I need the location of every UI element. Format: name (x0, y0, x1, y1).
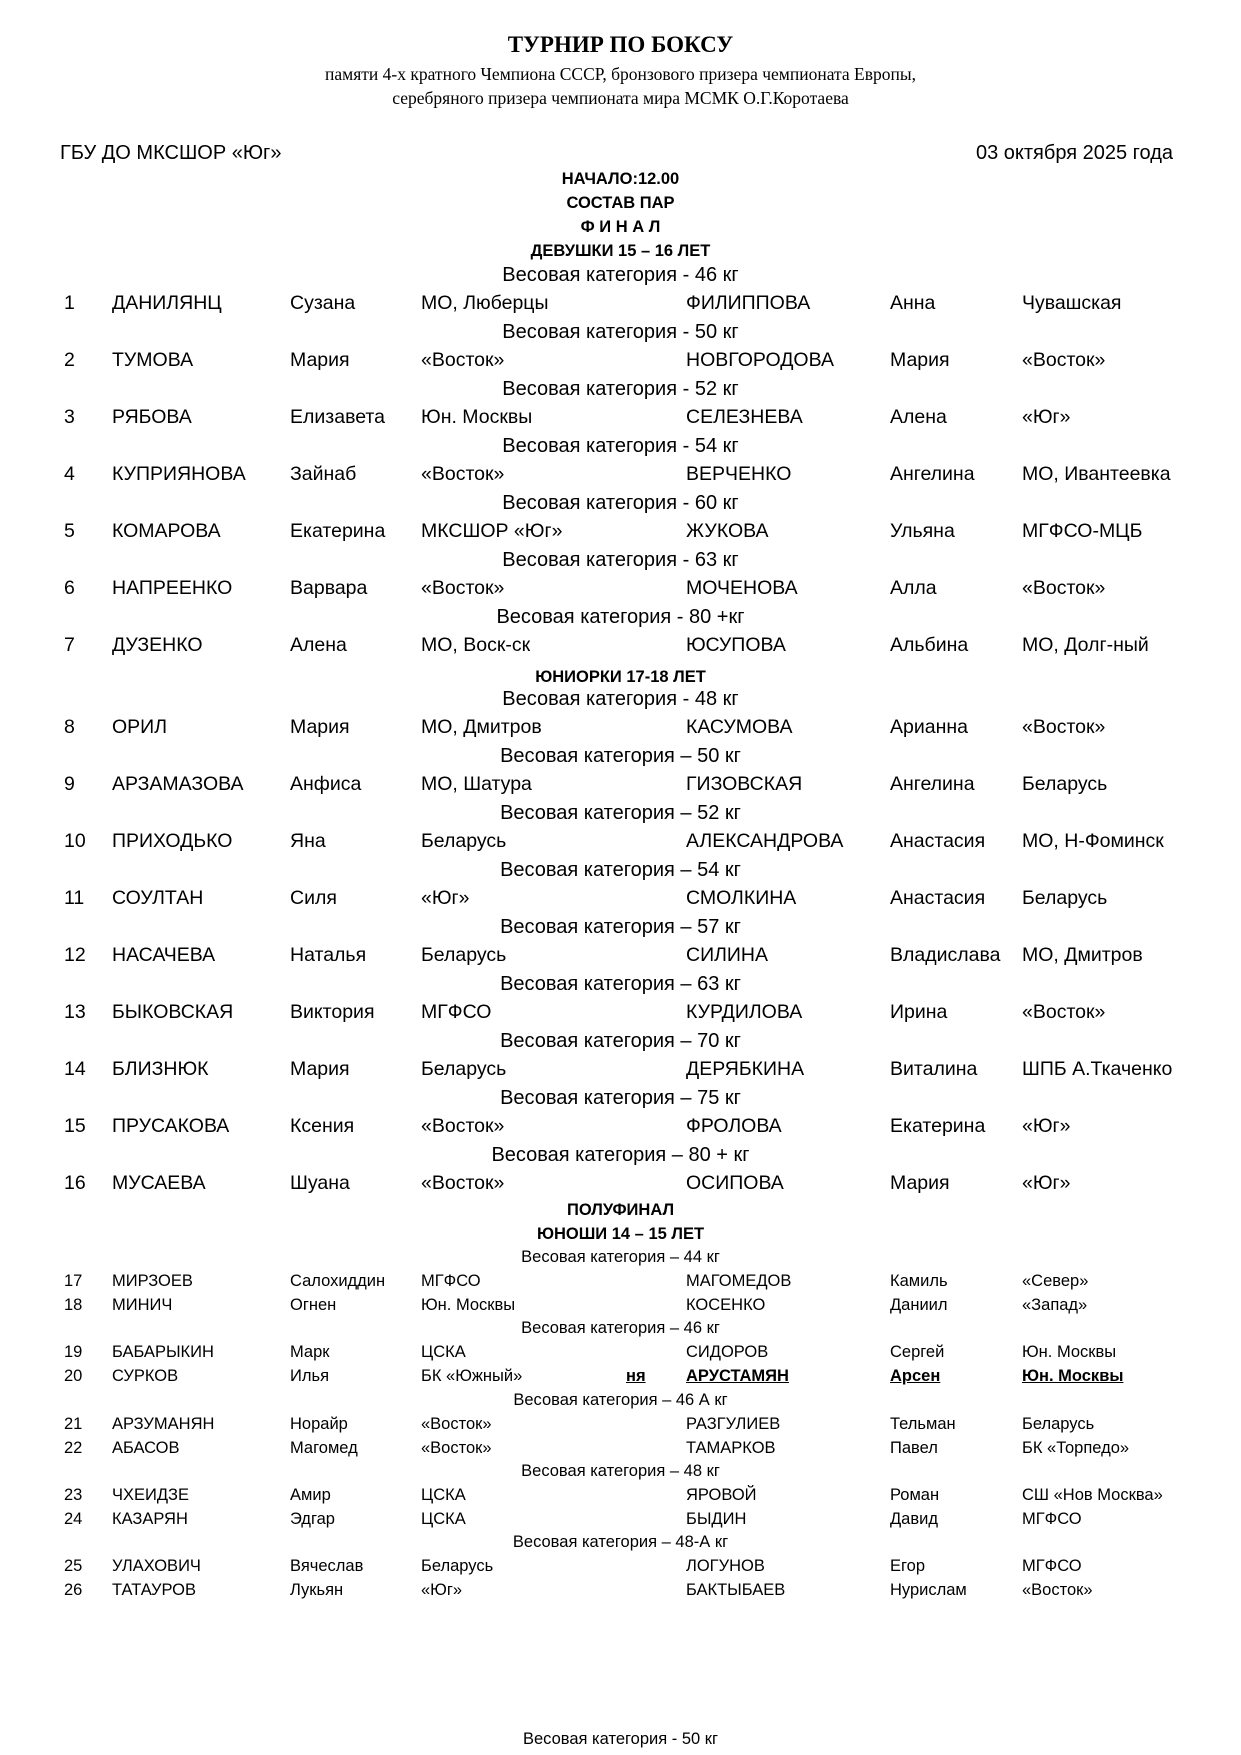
fighter1-first-name: Норайр (290, 1415, 348, 1433)
bout-row (0, 1172, 1241, 1198)
fighter1-first-name: Екатерина (290, 520, 386, 542)
fighter2-last-name: БАКТЫБАЕВ (686, 1581, 786, 1599)
fighter1-first-name: Вячеслав (290, 1557, 364, 1575)
fighter1-club: МО, Воск-ск (421, 634, 531, 656)
bout-number: 12 (64, 944, 86, 966)
weight-category: Весовая категория - 52 кг (502, 378, 739, 400)
fighter2-last-name: МОЧЕНОВА (686, 577, 798, 599)
bout-row (0, 1415, 1241, 1441)
fighter2-club: ШПБ А.Ткаченко (1022, 1058, 1173, 1080)
fighter1-club: «Юг» (421, 887, 470, 909)
fighter2-last-name: СИЛИНА (686, 944, 768, 966)
fighter1-last-name: КОМАРОВА (112, 520, 221, 542)
fighter1-first-name: Илья (290, 1367, 330, 1385)
fighter1-club: МО, Шатура (421, 773, 532, 795)
weight-category: Весовая категория – 48-А кг (512, 1533, 729, 1551)
fighter1-first-name: Виктория (290, 1001, 375, 1023)
weight-category: Весовая категория - 80 +кг (496, 606, 745, 628)
weight-category: Весовая категория – 50 кг (500, 745, 741, 767)
bout-number: 9 (64, 773, 75, 795)
subtitle-line-1: памяти 4-х кратного Чемпиона СССР, бронзового призера чемпионата Европы, (325, 64, 916, 84)
bout-row (0, 1058, 1241, 1084)
fighter2-last-name: КУРДИЛОВА (686, 1001, 803, 1023)
bout-row (0, 1557, 1241, 1583)
bout-number: 25 (64, 1557, 83, 1575)
weight-category: Весовая категория – 54 кг (500, 859, 741, 881)
bout-row (0, 1115, 1241, 1141)
fighter2-last-name: НОВГОРОДОВА (686, 349, 834, 371)
bout-row (0, 1272, 1241, 1298)
fighter2-last-name: МАГОМЕДОВ (686, 1272, 792, 1290)
fighter1-club: «Восток» (421, 1415, 492, 1433)
bout-row (0, 830, 1241, 856)
fighter2-last-name: ОСИПОВА (686, 1172, 784, 1194)
fighter1-first-name: Наталья (290, 944, 367, 966)
fighter2-first-name: Нурислам (890, 1581, 967, 1599)
fighter1-last-name: ДАНИЛЯНЦ (112, 292, 222, 314)
fighter2-last-name: ГИЗОВСКАЯ (686, 773, 803, 795)
fighter1-last-name: ПРИХОДЬКО (112, 830, 233, 852)
bout-row (0, 1001, 1241, 1027)
fighter1-club: «Восток» (421, 463, 505, 485)
bout-number: 5 (64, 520, 75, 542)
organizer: ГБУ ДО МКСШОР «Юг» (60, 142, 282, 164)
fighter2-last-name: БЫДИН (686, 1510, 747, 1528)
fighter2-last-name: ФИЛИППОВА (686, 292, 811, 314)
bout-row (0, 634, 1241, 660)
fighter1-first-name: Алена (290, 634, 347, 656)
fighter2-club: Чувашская (1022, 292, 1122, 314)
fighter2-club: «Юг» (1022, 1115, 1071, 1137)
fighter2-club: МГФСО-МЦБ (1022, 520, 1143, 542)
bout-number: 16 (64, 1172, 86, 1194)
fighter2-last-name: АРУСТАМЯН (686, 1367, 789, 1385)
bout-number: 15 (64, 1115, 86, 1137)
fighter2-last-name: ЮСУПОВА (686, 634, 786, 656)
fighter1-last-name: КАЗАРЯН (112, 1510, 188, 1528)
fighter2-club: МО, Ивантеевка (1022, 463, 1171, 485)
bout-number: 24 (64, 1510, 83, 1528)
fighter2-first-name: Арианна (890, 716, 968, 738)
bout-number: 20 (64, 1367, 83, 1385)
bout-row (0, 577, 1241, 603)
bout-row (0, 1581, 1241, 1607)
composition-heading: СОСТАВ ПАР (566, 194, 675, 212)
bout-number: 10 (64, 830, 86, 852)
bout-row (0, 1486, 1241, 1512)
fighter1-first-name: Мария (290, 716, 350, 738)
fighter1-club: «Восток» (421, 1439, 492, 1457)
bout-number: 14 (64, 1058, 86, 1080)
fighter1-first-name: Силя (290, 887, 337, 909)
fighter1-last-name: НАСАЧЕВА (112, 944, 216, 966)
semifinal-heading: ПОЛУФИНАЛ (566, 1201, 675, 1219)
fighter2-first-name: Тельман (890, 1415, 956, 1433)
fighter2-club: «Восток» (1022, 716, 1106, 738)
bout-number: 22 (64, 1439, 83, 1457)
fighter1-first-name: Сузана (290, 292, 356, 314)
fighter1-club: Беларусь (421, 830, 507, 852)
fighter2-first-name: Арсен (890, 1367, 941, 1385)
fighter1-club: МГФСО (421, 1001, 492, 1023)
fighter1-club: «Восток» (421, 349, 505, 371)
boys-heading: ЮНОШИ 14 – 15 ЛЕТ (536, 1225, 705, 1243)
fighter1-first-name: Лукьян (290, 1581, 344, 1599)
weight-category: Весовая категория – 46 А кг (513, 1391, 728, 1409)
bout-number: 3 (64, 406, 75, 428)
fighter1-last-name: НАПРЕЕНКО (112, 577, 233, 599)
fighter2-first-name: Анастасия (890, 887, 986, 909)
fighter2-first-name: Мария (890, 349, 950, 371)
fighter2-first-name: Владислава (890, 944, 1001, 966)
fighter2-club: Юн. Москвы (1022, 1367, 1124, 1385)
bout-number: 11 (64, 887, 85, 909)
fighter1-club: Юн. Москвы (421, 406, 533, 428)
bout-number: 1 (64, 292, 75, 314)
weight-category: Весовая категория – 57 кг (500, 916, 741, 938)
fighter2-club: «Восток» (1022, 577, 1106, 599)
fighter2-first-name: Екатерина (890, 1115, 986, 1137)
fighter1-club: ЦСКА (421, 1510, 466, 1528)
bout-number: 17 (64, 1272, 83, 1290)
bout-number: 21 (64, 1415, 83, 1433)
fighter2-last-name: СИДОРОВ (686, 1343, 769, 1361)
bout-number: 8 (64, 716, 75, 738)
weight-category: Весовая категория – 80 + кг (491, 1144, 750, 1166)
fighter1-first-name: Амир (290, 1486, 331, 1504)
bout-note: ня (626, 1367, 646, 1385)
juniors-heading: ЮНИОРКИ 17-18 ЛЕТ (535, 668, 706, 686)
fighter2-first-name: Мария (890, 1172, 950, 1194)
fighter2-club: МГФСО (1022, 1557, 1082, 1575)
fighter2-first-name: Егор (890, 1557, 926, 1575)
fighter1-last-name: МИНИЧ (112, 1296, 173, 1314)
fighter2-last-name: ФРОЛОВА (686, 1115, 782, 1137)
fighter1-first-name: Варвара (290, 577, 368, 599)
next-weight-category: Весовая категория - 50 кг (522, 1730, 718, 1748)
weight-category: Весовая категория – 48 кг (521, 1462, 720, 1480)
fighter1-club: ЦСКА (421, 1343, 466, 1361)
start-time: НАЧАЛО:12.00 (561, 170, 680, 188)
fighter1-club: Беларусь (421, 944, 507, 966)
fighter2-first-name: Ирина (890, 1001, 948, 1023)
bout-row (0, 349, 1241, 375)
fighter2-last-name: СМОЛКИНА (686, 887, 797, 909)
fighter1-last-name: БЫКОВСКАЯ (112, 1001, 234, 1023)
fighter2-first-name: Анна (890, 292, 936, 314)
fighter1-last-name: ДУЗЕНКО (112, 634, 203, 656)
fighter2-club: «Юг» (1022, 406, 1071, 428)
fighter1-club: МГФСО (421, 1272, 481, 1290)
fighter1-club: «Восток» (421, 1115, 505, 1137)
fighter1-first-name: Ксения (290, 1115, 355, 1137)
bout-number: 19 (64, 1343, 83, 1361)
weight-category: Весовая категория – 75 кг (500, 1087, 741, 1109)
fighter2-club: «Восток» (1022, 1581, 1093, 1599)
fighter2-first-name: Давид (890, 1510, 938, 1528)
bout-row (0, 406, 1241, 432)
fighter1-last-name: ПРУСАКОВА (112, 1115, 230, 1137)
fighter2-club: МО, Н-Фоминск (1022, 830, 1164, 852)
fighter1-first-name: Мария (290, 1058, 350, 1080)
girls-heading: ДЕВУШКИ 15 – 16 ЛЕТ (530, 242, 711, 260)
fighter1-last-name: РЯБОВА (112, 406, 192, 428)
fighter1-last-name: МИРЗОЕВ (112, 1272, 193, 1290)
fighter2-last-name: КОСЕНКО (686, 1296, 766, 1314)
bout-row (0, 520, 1241, 546)
fighter2-first-name: Альбина (890, 634, 969, 656)
fighter1-last-name: СУРКОВ (112, 1367, 179, 1385)
bout-row (0, 773, 1241, 799)
fighter2-first-name: Ангелина (890, 463, 975, 485)
fighter1-club: МКСШОР «Юг» (421, 520, 563, 542)
fighter2-club: Юн. Москвы (1022, 1343, 1117, 1361)
fighter2-club: Беларусь (1022, 773, 1108, 795)
final-heading: Ф И Н А Л (580, 218, 661, 236)
fighter1-last-name: КУПРИЯНОВА (112, 463, 246, 485)
fighter2-club: МО, Дмитров (1022, 944, 1143, 966)
fighter2-first-name: Камиль (890, 1272, 948, 1290)
fighter2-last-name: АЛЕКСАНДРОВА (686, 830, 844, 852)
fighter2-club: СШ «Нов Москва» (1022, 1486, 1163, 1504)
fighter1-first-name: Мария (290, 349, 350, 371)
weight-category: Весовая категория - 50 кг (502, 321, 739, 343)
document-title: ТУРНИР ПО БОКСУ (507, 32, 734, 57)
fighter1-last-name: ТУМОВА (112, 349, 194, 371)
fighter1-club: БК «Южный» (421, 1367, 523, 1385)
fighter1-club: «Юг» (421, 1581, 463, 1599)
fighter1-last-name: УЛАХОВИЧ (112, 1557, 201, 1575)
fighter1-club: «Восток» (421, 577, 505, 599)
fighter1-last-name: ОРИЛ (112, 716, 167, 738)
fighter1-first-name: Шуана (290, 1172, 350, 1194)
bout-row (0, 716, 1241, 742)
fighter2-club: Беларусь (1022, 887, 1108, 909)
fighter2-first-name: Алла (890, 577, 937, 599)
bout-number: 23 (64, 1486, 83, 1504)
fighter1-first-name: Яна (290, 830, 326, 852)
bout-row (0, 463, 1241, 489)
weight-category: Весовая категория – 70 кг (500, 1030, 741, 1052)
fighter2-last-name: ТАМАРКОВ (686, 1439, 776, 1457)
bout-number: 7 (64, 634, 75, 656)
fighter1-club: Беларусь (421, 1557, 494, 1575)
fighter1-first-name: Эдгар (290, 1510, 335, 1528)
fighter2-club: «Восток» (1022, 1001, 1106, 1023)
fighter1-last-name: АБАСОВ (112, 1439, 180, 1457)
fighter2-club: БК «Торпедо» (1022, 1439, 1130, 1457)
fighter2-club: МО, Долг-ный (1022, 634, 1149, 656)
fighter2-last-name: РАЗГУЛИЕВ (686, 1415, 781, 1433)
fighter1-first-name: Салохиддин (290, 1272, 386, 1290)
weight-category: Весовая категория – 63 кг (500, 973, 741, 995)
fighter2-club: «Юг» (1022, 1172, 1071, 1194)
fighter1-last-name: АРЗУМАНЯН (112, 1415, 215, 1433)
fighter2-last-name: ЖУКОВА (686, 520, 769, 542)
fighter2-first-name: Ульяна (890, 520, 955, 542)
bout-number: 6 (64, 577, 75, 599)
bout-row (0, 292, 1241, 318)
fighter1-club: ЦСКА (421, 1486, 466, 1504)
weight-category: Весовая категория - 63 кг (502, 549, 739, 571)
fighter2-first-name: Даниил (890, 1296, 948, 1314)
weight-category: Весовая категория - 60 кг (502, 492, 739, 514)
fighter2-last-name: ЯРОВОЙ (686, 1486, 757, 1504)
fighter1-last-name: АРЗАМАЗОВА (112, 773, 244, 795)
bout-row (0, 887, 1241, 913)
weight-category: Весовая категория – 44 кг (521, 1248, 720, 1266)
fighter1-last-name: ТАТАУРОВ (112, 1581, 197, 1599)
fighter1-club: МО, Дмитров (421, 716, 542, 738)
fighter2-first-name: Павел (890, 1439, 938, 1457)
fighter2-club: МГФСО (1022, 1510, 1082, 1528)
fighter2-club: Беларусь (1022, 1415, 1095, 1433)
fighter1-first-name: Анфиса (290, 773, 362, 795)
fighter2-last-name: ВЕРЧЕНКО (686, 463, 792, 485)
bout-number: 18 (64, 1296, 83, 1314)
bout-number: 26 (64, 1581, 83, 1599)
fighter1-last-name: ЧХЕИДЗЕ (112, 1486, 190, 1504)
weight-category: Весовая категория - 54 кг (502, 435, 739, 457)
fighter1-club: «Восток» (421, 1172, 505, 1194)
event-date: 03 октября 2025 года (975, 142, 1173, 164)
fighter1-last-name: МУСАЕВА (112, 1172, 206, 1194)
fighter2-last-name: ЛОГУНОВ (686, 1557, 765, 1575)
fighter2-first-name: Виталина (890, 1058, 978, 1080)
weight-category: Весовая категория - 46 кг (502, 264, 739, 286)
fighter1-last-name: БАБАРЫКИН (112, 1343, 214, 1361)
fighter2-first-name: Роман (890, 1486, 940, 1504)
fighter2-last-name: ДЕРЯБКИНА (686, 1058, 805, 1080)
fighter1-club: Беларусь (421, 1058, 507, 1080)
bout-number: 4 (64, 463, 75, 485)
fighter2-club: «Север» (1022, 1272, 1089, 1290)
weight-category: Весовая категория – 46 кг (521, 1319, 720, 1337)
fighter2-first-name: Анастасия (890, 830, 986, 852)
fighter1-first-name: Зайнаб (290, 463, 357, 485)
bout-row (0, 1367, 1241, 1393)
fighter1-first-name: Марк (290, 1343, 330, 1361)
fighter2-last-name: СЕЛЕЗНЕВА (686, 406, 803, 428)
fighter1-first-name: Магомед (290, 1439, 358, 1457)
fighter1-first-name: Огнен (290, 1296, 337, 1314)
fighter1-club: МО, Люберцы (421, 292, 549, 314)
fighter1-last-name: СОУЛТАН (112, 887, 204, 909)
fighter2-first-name: Алена (890, 406, 947, 428)
fighter2-club: «Запад» (1022, 1296, 1088, 1314)
fighter2-first-name: Сергей (890, 1343, 945, 1361)
weight-category: Весовая категория - 48 кг (502, 688, 739, 710)
fighter2-club: «Восток» (1022, 349, 1106, 371)
fighter2-first-name: Ангелина (890, 773, 975, 795)
fighter1-first-name: Елизавета (290, 406, 385, 428)
bout-row (0, 944, 1241, 970)
weight-category: Весовая категория – 52 кг (500, 802, 741, 824)
bout-number: 13 (64, 1001, 86, 1023)
bout-row (0, 1343, 1241, 1369)
fighter1-last-name: БЛИЗНЮК (112, 1058, 209, 1080)
fighter1-club: Юн. Москвы (421, 1296, 516, 1314)
fighter2-last-name: КАСУМОВА (686, 716, 793, 738)
bout-number: 2 (64, 349, 75, 371)
subtitle-line-2: серебряного призера чемпионата мира МСМК О.Г.Коротаева (392, 88, 849, 108)
